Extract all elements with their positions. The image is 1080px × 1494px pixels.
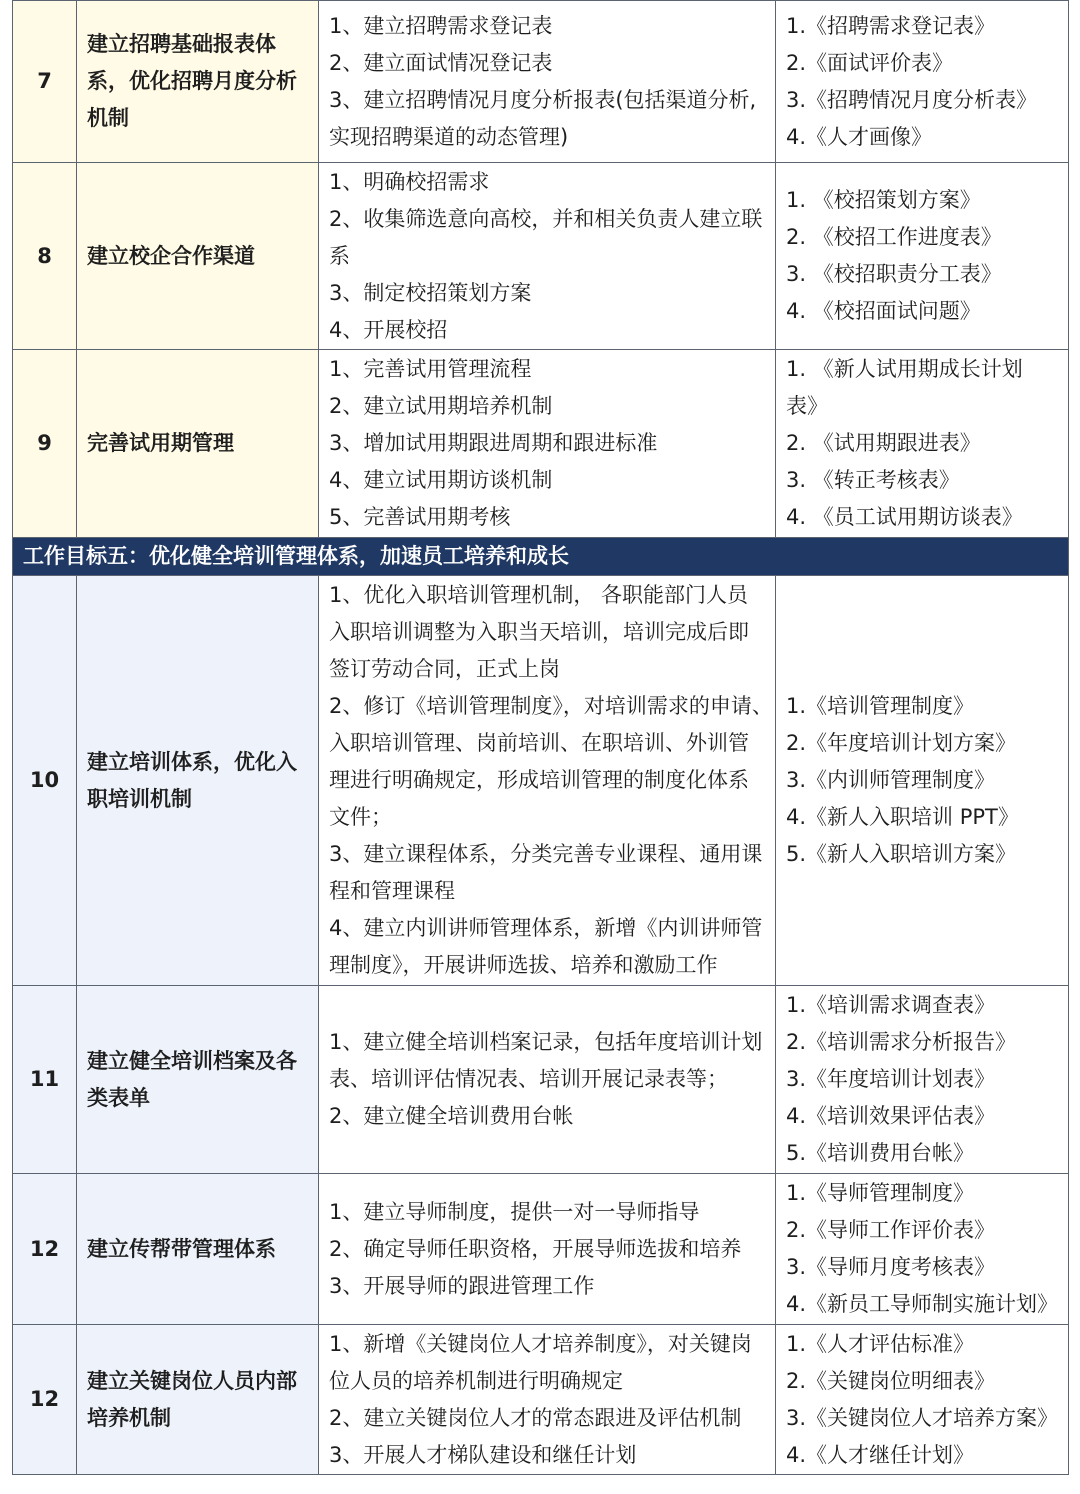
task-line: 理进行明确规定，形成培训管理的制度化体系	[329, 768, 749, 792]
table-row	[13, 1325, 1069, 1475]
task-line: 系	[329, 243, 350, 268]
task-line: 3、建立课程体系，分类完善专业课程、通用课	[329, 842, 763, 866]
output-line: 3.《导师月度考核表》	[786, 1255, 996, 1279]
output-line: 表》	[786, 394, 828, 418]
table-row	[13, 1, 1069, 163]
goal-cell	[77, 986, 319, 1174]
task-line: 入职培训调整为入职当天培训，培训完成后即	[329, 620, 749, 644]
output-line: 2.《关键岗位明细表》	[786, 1368, 996, 1393]
output-line: 1. 《新人试用期成长计划	[786, 357, 1023, 381]
output-line: 4. 《校招面试问题》	[786, 299, 981, 323]
output-line: 5.《培训费用台帐》	[786, 1141, 975, 1165]
goal-cell	[77, 350, 319, 538]
outputs-cell	[776, 163, 1069, 350]
task-line: 1、建立导师制度，提供一对一导师指导	[329, 1199, 700, 1224]
goal-cell	[77, 1325, 319, 1475]
tasks-cell	[319, 576, 776, 986]
task-line: 文件；	[329, 805, 392, 829]
table-row	[13, 1174, 1069, 1325]
task-line: 位人员的培养机制进行明确规定	[329, 1368, 623, 1393]
goal-line: 建立校企合作渠道	[87, 243, 255, 268]
plan-table	[12, 0, 1069, 1475]
task-line: 3、开展人才梯队建设和继任计划	[329, 1442, 637, 1467]
task-line: 2、建立面试情况登记表	[329, 50, 553, 75]
output-line: 3.《年度培训计划表》	[786, 1067, 996, 1091]
task-line: 3、建立招聘情况月度分析报表(包括渠道分析,	[329, 87, 757, 112]
task-line: 3、开展导师的跟进管理工作	[329, 1273, 595, 1298]
goal-line: 建立健全培训档案及各	[87, 1048, 297, 1073]
task-line: 4、开展校招	[329, 317, 448, 342]
row-number: 12	[13, 1325, 77, 1475]
task-line: 4、建立试用期访谈机制	[329, 468, 553, 492]
task-line: 2、修订《培训管理制度》，对培训需求的申请、	[329, 694, 773, 718]
output-line: 3.《招聘情况月度分析表》	[786, 87, 1038, 112]
outputs-cell	[776, 576, 1069, 986]
task-line: 4、建立内训讲师管理体系，新增《内训讲师管	[329, 916, 763, 940]
goal-cell	[77, 163, 319, 350]
table-row	[13, 576, 1069, 986]
task-line: 1、建立健全培训档案记录，包括年度培训计划	[329, 1030, 763, 1054]
row-number: 10	[13, 576, 77, 986]
output-line: 2.《年度培训计划方案》	[786, 731, 1017, 755]
goal-line: 职培训机制	[87, 786, 192, 811]
section-title: 工作目标五：优化健全培训管理体系，加速员工培养和成长	[13, 538, 1069, 576]
goal-line: 机制	[87, 106, 129, 130]
outputs-cell	[776, 986, 1069, 1174]
task-line: 2、建立关键岗位人才的常态跟进及评估机制	[329, 1405, 742, 1430]
outputs-cell	[776, 1325, 1069, 1475]
section-header-row	[13, 538, 1069, 576]
goal-line: 培养机制	[87, 1405, 171, 1430]
output-line: 4.《新人入职培训 PPT》	[786, 805, 1019, 829]
output-line: 1.《导师管理制度》	[786, 1181, 975, 1205]
output-line: 4.《培训效果评估表》	[786, 1104, 996, 1128]
task-line: 表、培训评估情况表、培训开展记录表等；	[329, 1067, 728, 1091]
table-row	[13, 163, 1069, 350]
output-line: 1.《人才评估标准》	[786, 1331, 975, 1356]
outputs-cell	[776, 1174, 1069, 1325]
task-line: 3、制定校招策划方案	[329, 280, 532, 305]
goal-line: 完善试用期管理	[87, 431, 234, 455]
output-line: 4.《人才画像》	[786, 124, 933, 149]
row-number: 9	[13, 350, 77, 538]
task-line: 1、完善试用管理流程	[329, 357, 532, 381]
goal-cell	[77, 1, 319, 163]
output-line: 1. 《校招策划方案》	[786, 188, 981, 212]
row-number: 8	[13, 163, 77, 350]
goal-cell	[77, 1174, 319, 1325]
output-line: 4. 《员工试用期访谈表》	[786, 505, 1023, 529]
output-line: 4.《人才继任计划》	[786, 1442, 975, 1467]
task-line: 1、明确校招需求	[329, 169, 490, 194]
task-line: 实现招聘渠道的动态管理)	[329, 124, 569, 149]
goal-line: 类表单	[87, 1085, 150, 1110]
outputs-cell	[776, 1, 1069, 163]
task-line: 2、建立健全培训费用台帐	[329, 1104, 574, 1128]
task-line: 1、优化入职培训管理机制， 各职能部门人员	[329, 583, 749, 607]
task-line: 3、增加试用期跟进周期和跟进标准	[329, 431, 658, 455]
goal-line: 建立招聘基础报表体	[87, 32, 276, 56]
tasks-cell	[319, 1325, 776, 1475]
output-line: 2.《导师工作评价表》	[786, 1218, 996, 1242]
table-row	[13, 986, 1069, 1174]
task-line: 2、建立试用期培养机制	[329, 394, 553, 418]
goal-line: 系，优化招聘月度分析	[87, 69, 297, 93]
row-number: 7	[13, 1, 77, 163]
task-line: 理制度》，开展讲师选拔、培养和激励工作	[329, 953, 718, 977]
tasks-cell	[319, 986, 776, 1174]
tasks-cell	[319, 350, 776, 538]
output-line: 2.《培训需求分析报告》	[786, 1030, 1017, 1054]
tasks-cell	[319, 1, 776, 163]
goal-line: 建立关键岗位人员内部	[87, 1368, 297, 1393]
task-line: 签订劳动合同，正式上岗	[329, 657, 560, 681]
task-line: 入职培训管理、岗前培训、在职培训、外训管	[329, 731, 749, 755]
goal-cell	[77, 576, 319, 986]
task-line: 2、收集筛选意向高校，并和相关负责人建立联	[329, 206, 763, 231]
output-line: 3. 《校招职责分工表》	[786, 262, 1002, 286]
task-line: 2、确定导师任职资格，开展导师选拔和培养	[329, 1236, 742, 1261]
output-line: 2. 《试用期跟进表》	[786, 431, 981, 455]
tasks-cell	[319, 1174, 776, 1325]
tasks-cell	[319, 163, 776, 350]
output-line: 2.《面试评价表》	[786, 50, 954, 75]
output-line: 1.《培训需求调查表》	[786, 993, 996, 1017]
task-line: 1、新增《关键岗位人才培养制度》，对关键岗	[329, 1331, 752, 1356]
output-line: 5.《新人入职培训方案》	[786, 842, 1017, 866]
output-line: 4.《新员工导师制实施计划》	[786, 1292, 1059, 1316]
goal-line: 建立培训体系，优化入	[87, 749, 297, 774]
output-line: 3.《关键岗位人才培养方案》	[786, 1405, 1059, 1430]
table-row	[13, 350, 1069, 538]
row-number: 12	[13, 1174, 77, 1325]
output-line: 1.《培训管理制度》	[786, 694, 975, 718]
row-number: 11	[13, 986, 77, 1174]
task-line: 5、完善试用期考核	[329, 505, 511, 529]
output-line: 2. 《校招工作进度表》	[786, 225, 1002, 249]
goal-line: 建立传帮带管理体系	[87, 1236, 276, 1261]
task-line: 程和管理课程	[329, 879, 455, 903]
output-line: 1.《招聘需求登记表》	[786, 13, 996, 38]
output-line: 3. 《转正考核表》	[786, 468, 960, 492]
task-line: 1、建立招聘需求登记表	[329, 13, 553, 38]
outputs-cell	[776, 350, 1069, 538]
output-line: 3.《内训师管理制度》	[786, 768, 996, 792]
